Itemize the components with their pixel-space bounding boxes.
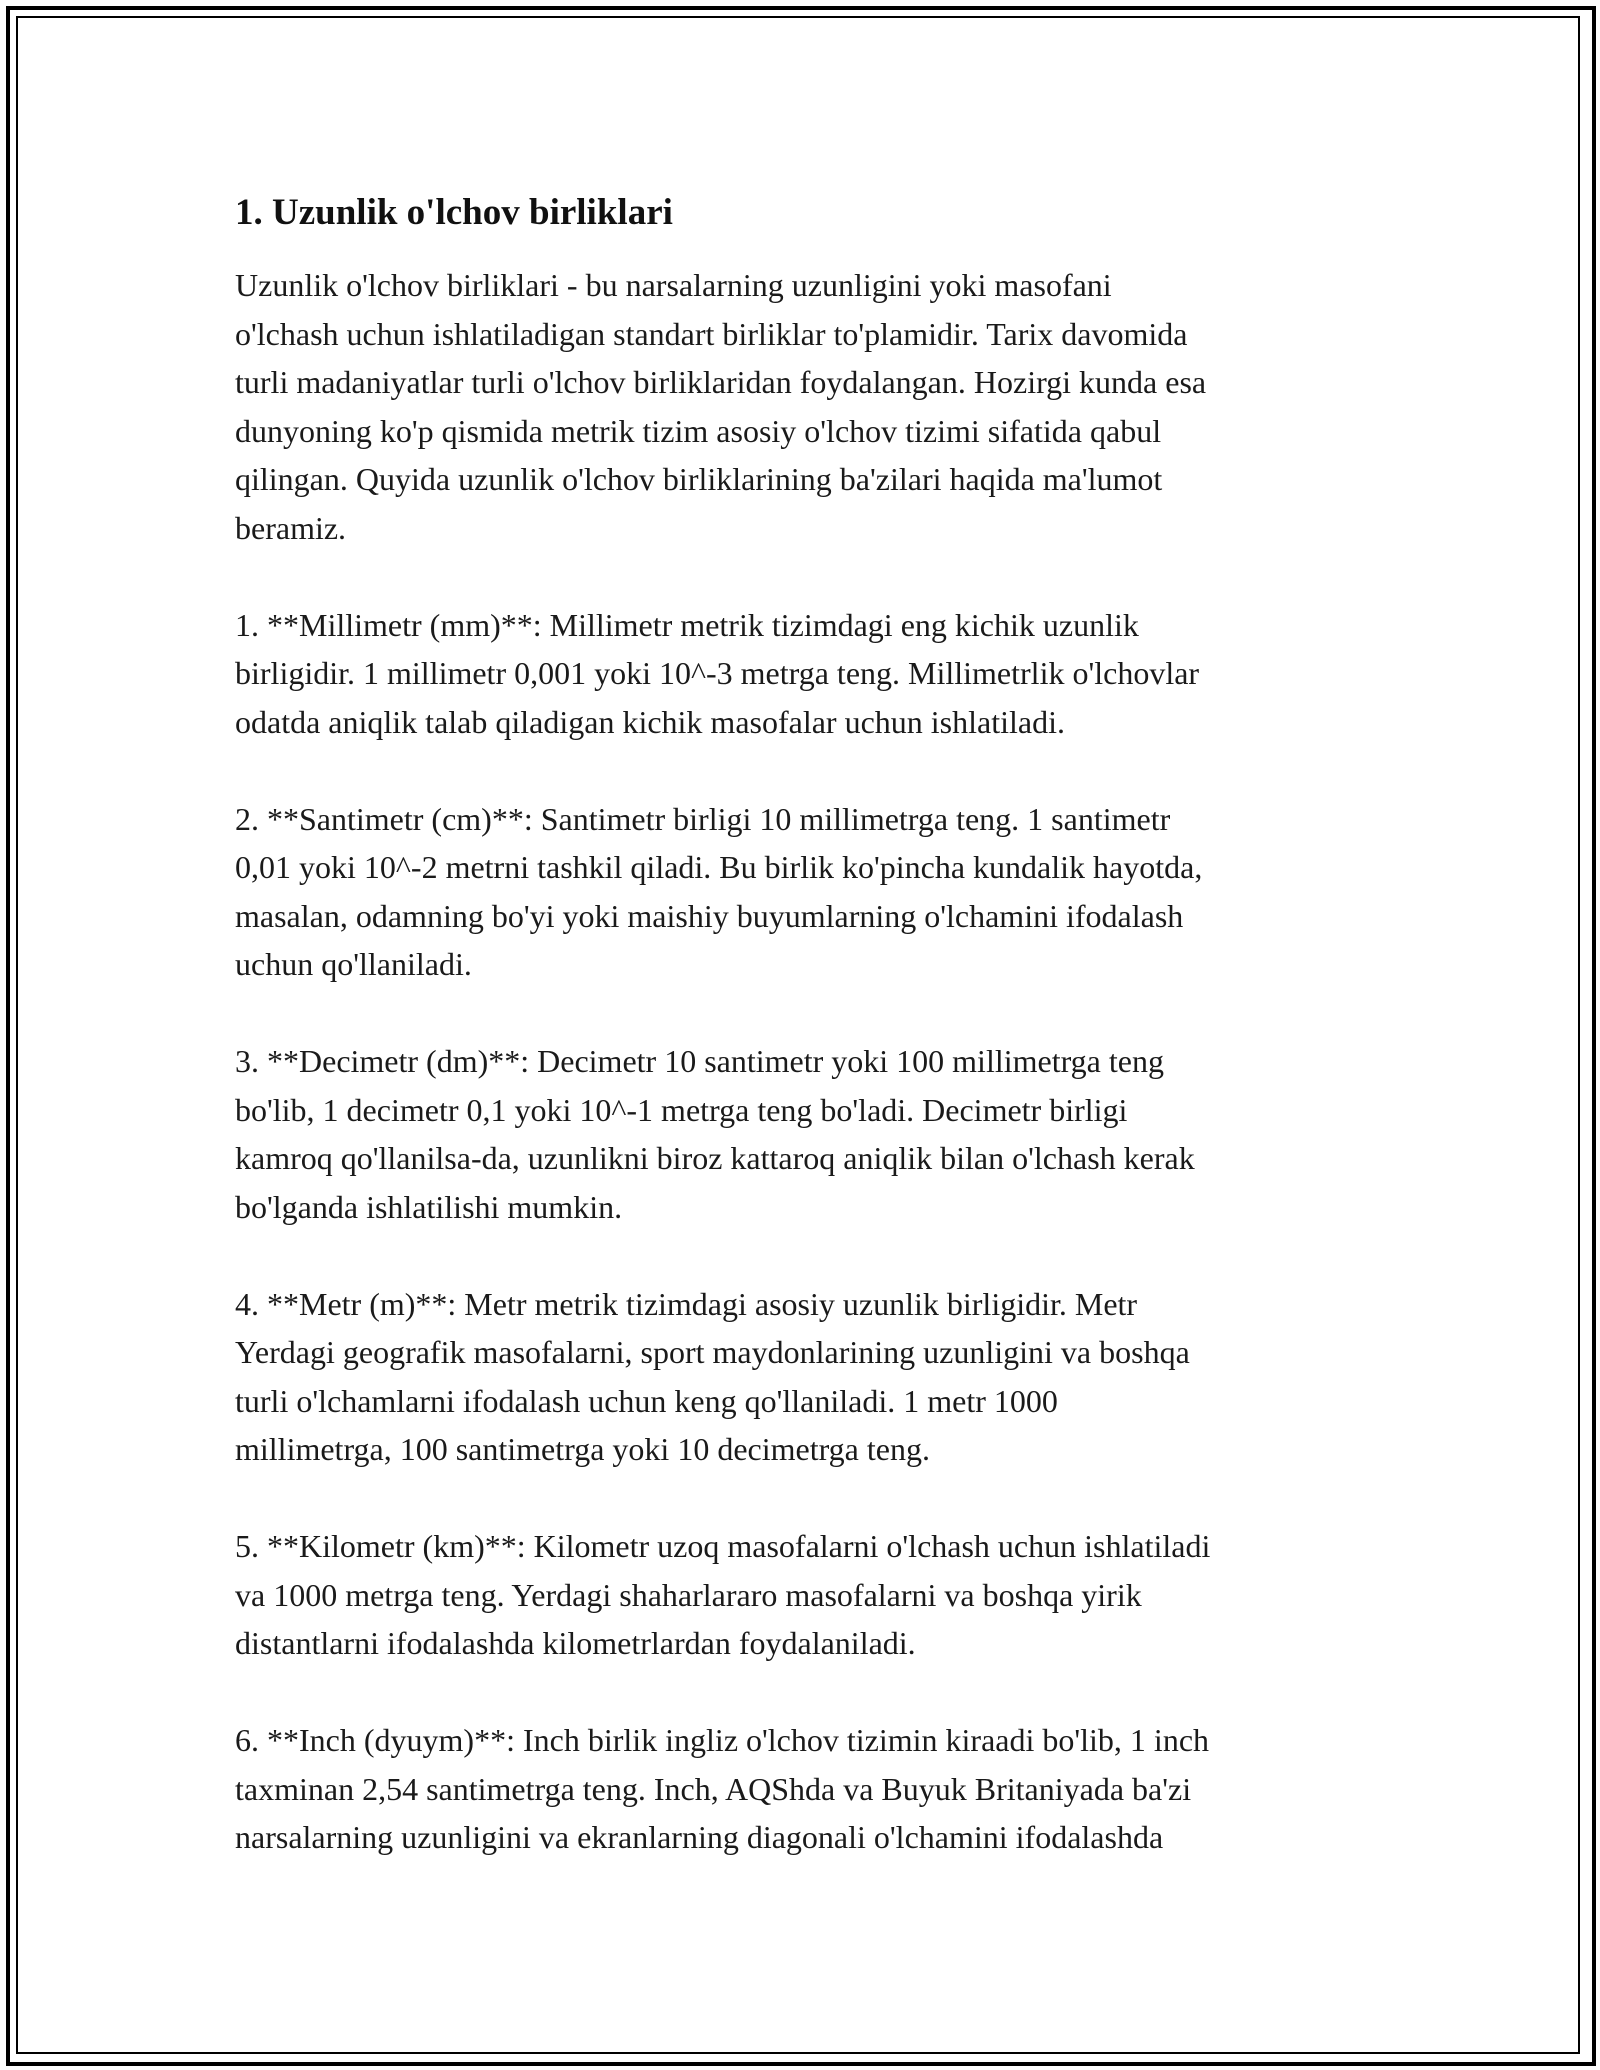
- inch-paragraph: 6. **Inch (dyuym)**: Inch birlik ingliz o'lchov tizimin kiraadi bo'lib, 1 inch taxminan 2,54 santimetrga teng. Inch, AQShda va Buyuk Britaniyada ba'zi narsalarning uzunligini va ekranlarning diagonali o'lchamini ifodalashda: [235, 1722, 1210, 1855]
- decimetr-paragraph: 3. **Decimetr (dm)**: Decimetr 10 santimetr yoki 100 millimetrga teng bo'lib, 1 decimetr 0,1 yoki 10^-1 metrga teng bo'ladi. Decimetr birligi kamroq qo'llanilsa-da, uzunlikni biroz kattaroq aniqlik bilan o'lchash kerak bo'lganda ishlatilishi mumkin.: [235, 1043, 1195, 1225]
- intro-paragraph: Uzunlik o'lchov birliklari - bu narsalarning uzunligini yoki masofani o'lchash uchun ishlatiladigan standart birliklar to'plamidir. Tarix davomida turli madaniyatlar turli o'lchov birliklaridan foydalangan. Hozirgi kunda esa dunyoning ko'p qismida metrik tizim asosiy o'lchov tizimi sifatida qabul qilingan. Quyida uzunlik o'lchov birliklarining ba'zilari haqida ma'lumot beramiz.: [235, 267, 1207, 546]
- metr-paragraph: 4. **Metr (m)**: Metr metrik tizimdagi asosiy uzunlik birligidir. Metr Yerdagi geografik masofalarni, sport maydonlarining uzunligini va boshqa turli o'lchamlarni ifodalash uchun keng qo'llaniladi. 1 metr 1000 millimetrga, 100 santimetrga yoki 10 decimetrga teng.: [235, 1285, 1190, 1467]
- kilometr-paragraph: 5. **Kilometr (km)**: Kilometr uzoq masofalarni o'lchash uchun ishlatiladi va 1000 metrga teng. Yerdagi shaharlararo masofalarni va boshqa yirik distantlarni ifodalashda kilometrlardan foydalaniladi.: [235, 1528, 1211, 1661]
- document-body: [235, 185, 1375, 1910]
- santimetr-paragraph: 2. **Santimetr (cm)**: Santimetr birligi 10 millimetrga teng. 1 santimetr 0,01 yoki 10^-2 metrni tashkil qiladi. Bu birlik ko'pincha kundalik hayotda, masalan, odamning bo'yi yoki maishiy buyumlarning o'lchamini ifodalash uchun qo'llaniladi.: [235, 800, 1203, 982]
- document-title: 1. Uzunlik o'lchov birliklari: [235, 192, 673, 233]
- millimetr-paragraph: 1. **Millimetr (mm)**: Millimetr metrik tizimdagi eng kichik uzunlik birligidir. 1 millimetr 0,001 yoki 10^-3 metrga teng. Millimetrlik o'lchovlar odatda aniqlik talab qiladigan kichik masofalar uchun ishlatiladi.: [235, 606, 1200, 740]
